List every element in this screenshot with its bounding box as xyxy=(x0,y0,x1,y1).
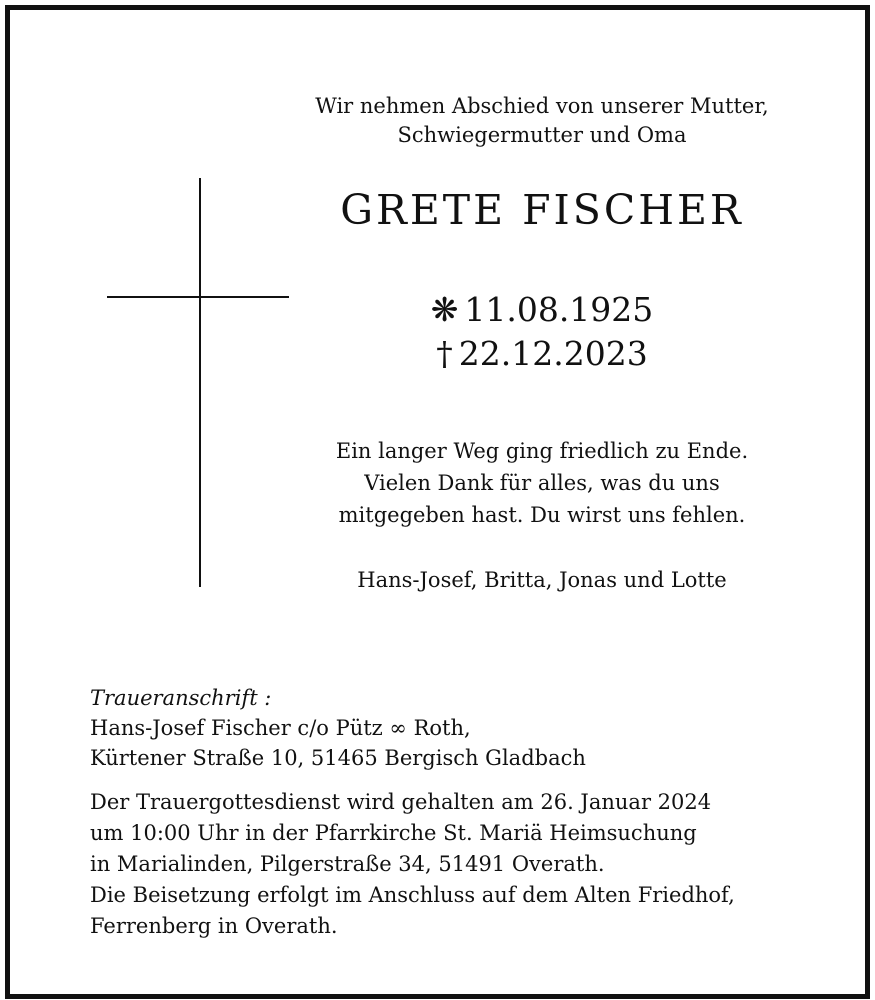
address-line-2: Kürtener Straße 10, 51465 Bergisch Gladbach xyxy=(90,746,586,770)
intro-line-1: Wir nehmen Abschied von unserer Mutter, xyxy=(315,94,769,118)
service-line-3: in Marialinden, Pilgerstraße 34, 51491 Overath. xyxy=(90,852,605,876)
death-date-line xyxy=(292,332,792,376)
address-line-1: Hans-Josef Fischer c/o Pütz ∞ Roth, xyxy=(90,716,471,740)
intro-text xyxy=(292,92,792,150)
deceased-name: GRETE FISCHER xyxy=(340,186,744,234)
service-line-2: um 10:00 Uhr in der Pfarrkirche St. Mariä Heimsuchung xyxy=(90,821,697,845)
death-cross-icon: † xyxy=(436,334,453,373)
farewell-line-1: Ein langer Weg ging friedlich zu Ende. xyxy=(335,439,749,463)
farewell-message xyxy=(292,435,792,531)
service-line-1: Der Trauergottesdienst wird gehalten am 26. Januar 2024 xyxy=(90,790,712,814)
birth-date-line xyxy=(292,288,792,332)
service-information xyxy=(90,787,810,942)
farewell-line-2: Vielen Dank für alles, was du uns xyxy=(364,471,720,495)
signatories: Hans-Josef, Britta, Jonas und Lotte xyxy=(357,568,727,592)
life-dates xyxy=(292,288,792,376)
farewell-line-3: mitgegeben hast. Du wirst uns fehlen. xyxy=(338,503,746,527)
birth-date: 11.08.1925 xyxy=(464,290,654,329)
address-label: Traueranschrift : xyxy=(90,686,272,710)
mourning-address xyxy=(90,683,790,773)
death-date: 22.12.2023 xyxy=(458,334,648,373)
intro-line-2: Schwiegermutter und Oma xyxy=(397,123,687,147)
birth-star-icon: ❋ xyxy=(430,290,459,329)
cross-horizontal-bar xyxy=(107,296,289,298)
obituary-frame xyxy=(5,5,870,999)
service-line-5: Ferrenberg in Overath. xyxy=(90,914,338,938)
service-line-4: Die Beisetzung erfolgt im Anschluss auf dem Alten Friedhof, xyxy=(90,883,735,907)
cross-vertical-bar xyxy=(199,178,201,587)
